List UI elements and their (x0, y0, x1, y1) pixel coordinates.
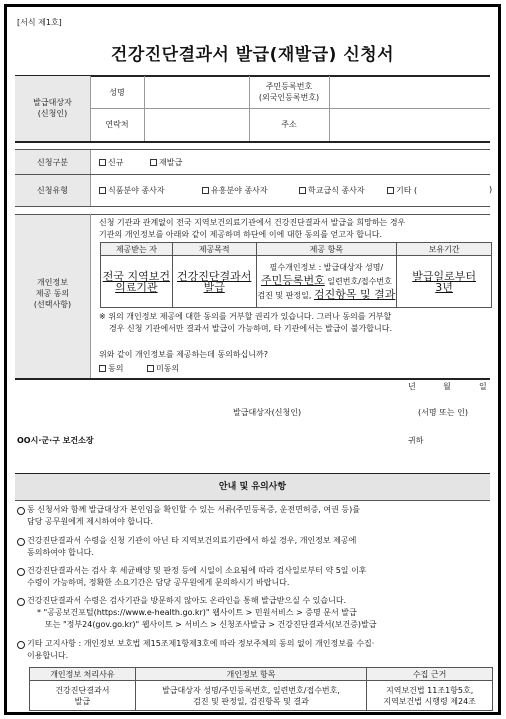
option-agree[interactable]: 동의 (99, 363, 123, 374)
form-page (4, 4, 501, 715)
option-school-meal-worker[interactable]: 학교급식 종사자 (299, 185, 365, 196)
guide-item-1: 동 신청서와 함께 발급대상자 본인임을 확인할 수 있는 서류(주민등록증, 운전면허증, 여권 등)를 담당 공무원에게 제시하여야 합니다. (27, 505, 360, 526)
col-header: 보유기간 (397, 243, 492, 256)
consent-question: 위와 같이 개인정보를 제공하는데 동의하십니까? (99, 350, 268, 359)
option-new[interactable]: 신규 (99, 157, 123, 168)
receiver-cell: 전국 지역보건의료기관 (101, 256, 173, 308)
request-kind-label: 신청유형 (37, 186, 68, 195)
page-title: 건강진단결과서 발급(재발급) 신청서 (110, 45, 395, 65)
option-food-worker[interactable]: 식품분야 종사자 (99, 185, 165, 196)
option-reissue[interactable]: 재발급 (150, 157, 182, 168)
applicant-sign-label: 발급대상자(신청인) (233, 408, 302, 417)
col-header: 제공받는 자 (101, 243, 173, 256)
option-entertainment-worker[interactable]: 유흥분야 종사자 (202, 185, 268, 196)
phone-input[interactable] (147, 111, 247, 139)
items-cell: 발급대상자 성명/주민등록번호, 일련번호/접수번호, 검진 및 판정일, 검진항목 및 결과 (135, 681, 366, 711)
name-input[interactable] (147, 79, 247, 106)
guide-item-2: 건강진단결과서 수령을 신청 기관이 아닌 타 지역보건의료기관에서 하실 경우, 개인정보 제공에 동의하여야 합니다. (27, 536, 357, 557)
bullet-circle (17, 568, 25, 576)
office-suffix: 귀하 (408, 436, 424, 445)
rrn-label: 주민등록번호 (외국인등록번호) (258, 82, 320, 102)
date-month: 월 (443, 382, 451, 391)
address-label: 주소 (281, 120, 297, 129)
consent-table (100, 242, 492, 308)
col-header: 수집 근거 (367, 668, 493, 681)
checkbox[interactable] (202, 187, 209, 194)
col-header: 제공목적 (172, 243, 256, 256)
consent-label: 개인정보 제공 동의 (선택사항) (33, 278, 72, 309)
option-other-close: ) (489, 185, 493, 194)
checkbox[interactable] (99, 365, 106, 372)
basis-cell: 지역보건법 11조1항5호, 지역보건법 시행령 제24조 (367, 681, 493, 711)
guide-item-4: 건강진단결과서 수령은 검사기관을 방문하지 않아도 온라인을 통해 발급받으실 수 있습니다. * "공공보건포털(https://www.e-health.go.kr)" 웹사이트 > 민원서비스 > 증명 문서 발급 또는 "정부24(gov.go.kr)" 웹사이트 > 서비스 > 신청조사발급 > 건강진단결과서(보건증)발급 (27, 596, 377, 629)
bullet-circle (17, 598, 25, 606)
bullet-circle (17, 507, 25, 515)
request-type-label: 신청구분 (37, 158, 68, 167)
option-other[interactable]: 기타 ( (387, 185, 417, 196)
reason-cell: 건강진단결과서 발급 (30, 681, 136, 711)
items-cell: 필수개인정보 : 발급대상자 성명/ 주민등록번호 일련번호/접수번호 검진 및 판정일, 검진항목 및 결과 (256, 256, 397, 308)
rrn-input[interactable] (332, 79, 490, 106)
col-header: 제공 항목 (256, 243, 397, 256)
guide-item-5: 기타 고지사항 : 개인정보 보호법 제15조제1항제3호에 따라 정보주체의 동의 없이 개인정보를 수집· 이용합니다. (27, 639, 375, 660)
consent-notice: ※ 위의 개인정보 제공에 대한 동의를 거부할 권리가 있습니다. 그러나 동의를 거부할 경우 신청 기관에서만 결과서 발급이 가능하며, 타 기관에서는 발급이 불가합니다. (99, 312, 392, 333)
option-disagree[interactable]: 미동의 (147, 363, 179, 374)
guide-item-3: 건강진단결과서는 검사 후 세균배양 및 판정 등에 시일이 소요됨에 따라 검사일로부터 약 5일 이후 수령이 가능하며, 정확한 소요기간은 담당 공무원에게 문의하시기 바랍니다. (27, 566, 367, 587)
sign-note: (서명 또는 인) (418, 408, 468, 417)
checkbox[interactable] (99, 187, 106, 194)
checkbox[interactable] (299, 187, 306, 194)
checkbox[interactable] (147, 365, 154, 372)
applicant-section-label: 발급대상자 (신청인) (33, 98, 72, 118)
col-header: 개인정보 항목 (135, 668, 366, 681)
office-name: OO시·군·구 보건소장 (17, 436, 94, 445)
legal-basis-table (29, 667, 493, 711)
bullet-circle (17, 641, 25, 649)
retention-cell: 발급일로부터 3년 (397, 256, 492, 308)
consent-intro: 신청 기관과 관계없이 전국 지역보건의료기관에서 건강진단결과서 발급을 희망하는 경우 기관의 개인정보를 아래와 같이 제공하며 하단에 이에 대한 동의를 얻고자 합니다. (99, 218, 406, 239)
phone-label: 연락처 (105, 120, 129, 129)
form-number: [서식 제1호] (17, 18, 62, 27)
date-day: 일 (479, 382, 487, 391)
purpose-cell: 건강진단결과서 발급 (172, 256, 256, 308)
checkbox[interactable] (150, 159, 157, 166)
checkbox[interactable] (387, 187, 394, 194)
date-year: 년 (408, 382, 416, 391)
address-input[interactable] (332, 111, 490, 139)
col-header: 개인정보 처리사유 (30, 668, 136, 681)
checkbox[interactable] (99, 159, 106, 166)
bullet-circle (17, 538, 25, 546)
name-label: 성명 (109, 88, 125, 97)
guide-title: 안내 및 유의사항 (15, 474, 490, 500)
